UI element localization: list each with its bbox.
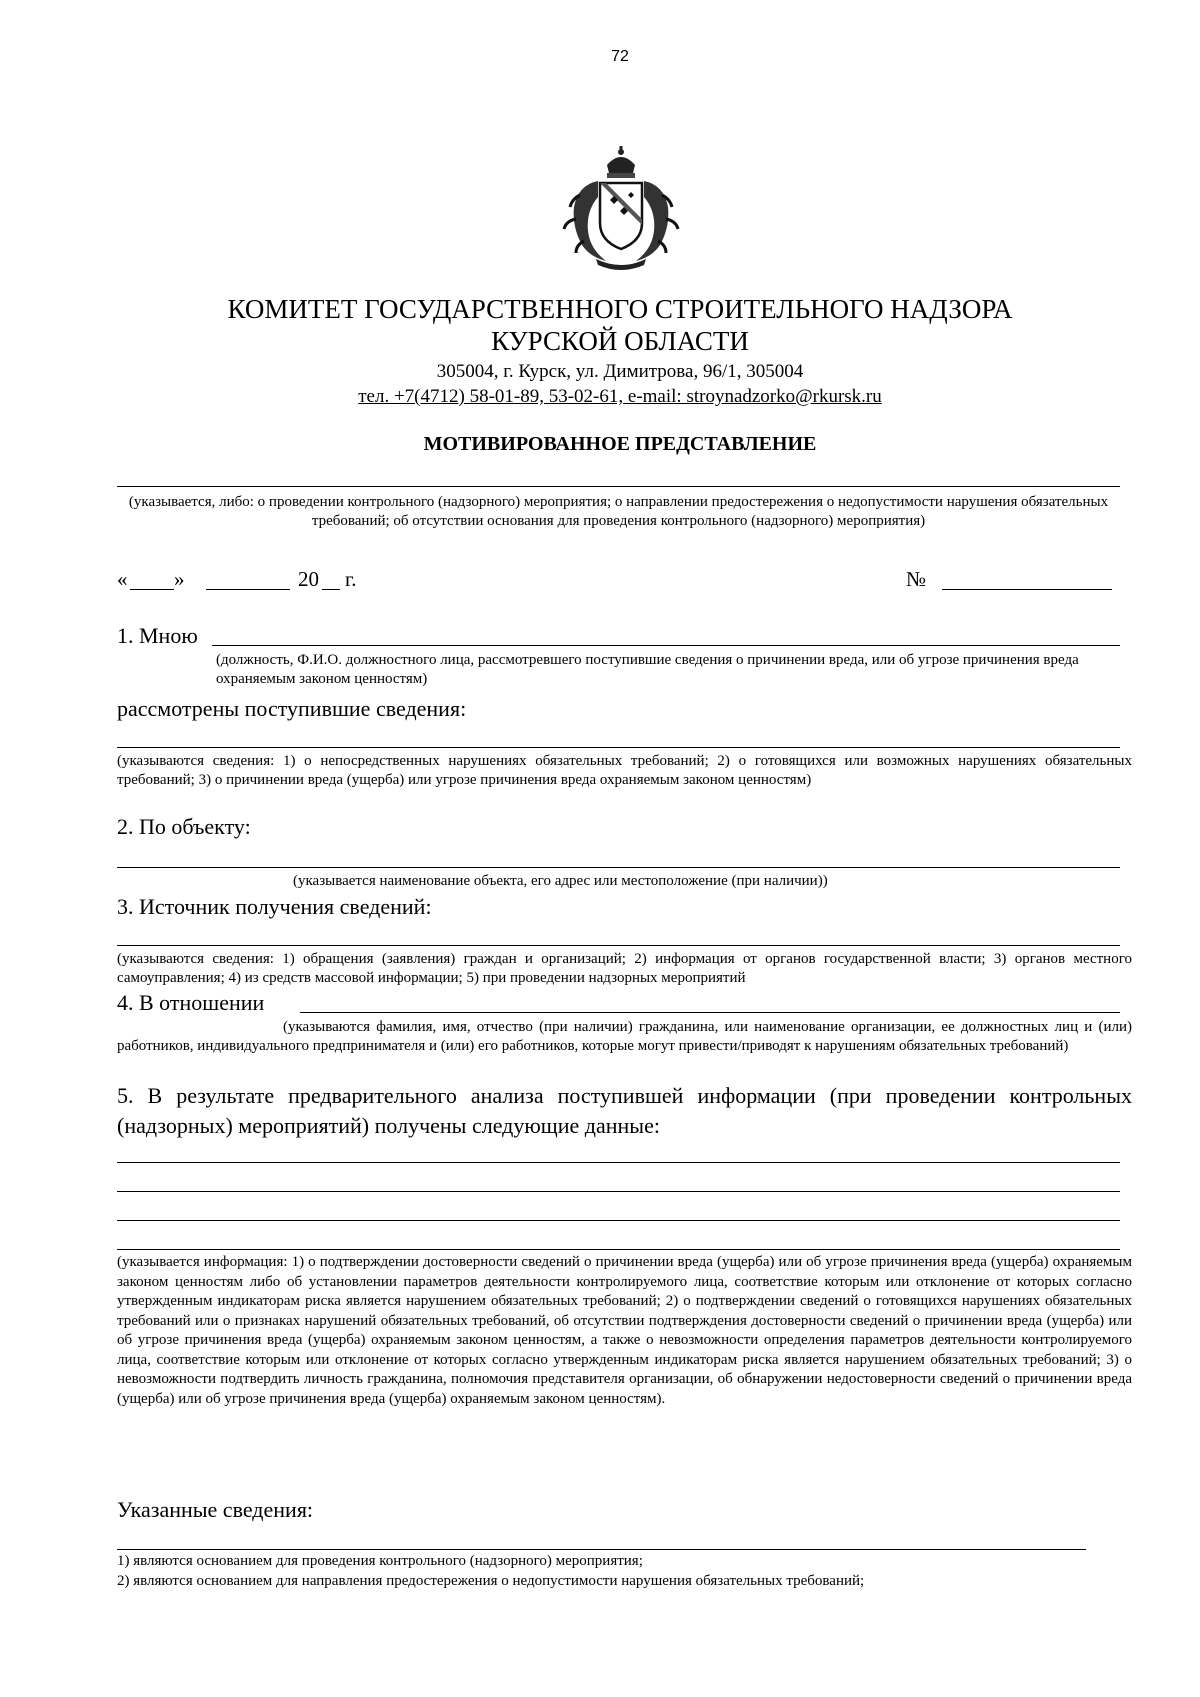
title-fill-line[interactable]: [117, 486, 1120, 487]
section4-label: 4. В отношении: [117, 990, 265, 1015]
section5-data-line-4[interactable]: [117, 1249, 1120, 1250]
section1-info-field[interactable]: [117, 747, 1120, 748]
date-month-field[interactable]: [206, 589, 290, 590]
section4-hint: (указываются фамилия, имя, отчество (при наличии) гражданина, или наименование организации, ее должностных лиц и (или) работников, индивидуального предпринимателя и (или) его работников, которые могут привести/приводят к нарушениям обязательных требований): [117, 1019, 1132, 1054]
org-contacts: тел. +7(4712) 58-01-89, 53-02-61, e-mail: stroynadzorko@rkursk.ru: [358, 386, 882, 407]
section1-hint2: (указываются сведения: 1) о непосредственных нарушениях обязательных требований; 2) о готовящихся или возможных нарушениях обязательных требований; 3) о причинении вреда (ущерба) или угрозе причинения вреда охраняемым законом ценностям): [117, 753, 1132, 788]
section2-label: 2. По объекту:: [117, 814, 251, 839]
section1-hint: (должность, Ф.И.О. должностного лица, рассмотревшего поступившие сведения о причинении вреда, или об угрозе причинения вреда охраняемым законом ценностям): [216, 652, 1079, 687]
section2-object-field[interactable]: [117, 867, 1120, 868]
section1-continuation: рассмотрены поступившие сведения:: [117, 696, 467, 721]
date-day-field[interactable]: [130, 589, 174, 590]
page-number: 72: [611, 48, 629, 65]
date-close-quote: »: [174, 567, 185, 591]
date-year-prefix: 20: [298, 567, 319, 591]
org-name-line2: КУРСКОЙ ОБЛАСТИ: [491, 326, 749, 356]
document-title: МОТИВИРОВАННОЕ ПРЕДСТАВЛЕНИЕ: [423, 433, 817, 455]
org-address: 305004, г. Курск, ул. Димитрова, 96/1, 305004: [436, 361, 804, 382]
date-open-quote: «: [117, 567, 128, 591]
section1-label: 1. Мною: [117, 623, 198, 648]
title-hint: (указывается, либо: о проведении контрольного (надзорного) мероприятия; о направлении предостережения о недопустимости нарушения обязательных требований; об отсутствии основания для проведения контрольного (надзорного) мероприятия): [128, 494, 1109, 529]
section3-label: 3. Источник получения сведений:: [117, 894, 432, 919]
org-name-line1: КОМИТЕТ ГОСУДАРСТВЕННОГО СТРОИТЕЛЬНОГО НАДЗОРА: [227, 294, 1013, 324]
section5-data-line-1[interactable]: [117, 1162, 1120, 1163]
section5-hint: (указывается информация: 1) о подтверждении достоверности сведений о причинении вреда (ущерба) или об угрозе причинения вреда (ущерба) охраняемым законом ценностям либо об установлении параметров деятельности контролируемого лица, соответствие которым или отклонение от которых согласно утвержденным индикаторам риска является нарушением обязательных требований; 2) о подтверждении сведений о готовящихся нарушениях обязательных требований или о признаках нарушений обязательных требований, об отсутствии подтверждения достоверности сведений о причинении вреда (ущерба) или об угрозе причинения вреда (ущерба) охраняемым законом ценностям, а также о невозможности определения параметров деятельности контролируемого лица, соответствие которым или отклонение от которых согласно утвержденным индикаторам риска является нарушением обязательных требований; 3) о невозможности подтвердить личность гражданина, полномочия представителя организации, об обнаружении недостоверности сведений о причинении вреда (ущерба) или об угрозе причинения вреда (ущерба) охраняемым законом ценностям).: [117, 1254, 1132, 1407]
conclusion-option-2: 2) являются основанием для направления предостережения о недопустимости нарушения обязательных требований;: [117, 1573, 865, 1589]
section3-source-field[interactable]: [117, 945, 1120, 946]
section5-label: 5. В результате предварительного анализа поступившей информации (при проведении контрольных (надзорных) мероприятий) получены следующие данные:: [117, 1083, 1132, 1138]
section5-data-line-2[interactable]: [117, 1191, 1120, 1192]
date-year-suffix: г.: [345, 567, 357, 591]
section1-official-field[interactable]: [212, 645, 1120, 646]
conclusion-label: Указанные сведения:: [117, 1497, 314, 1522]
number-sign: №: [906, 567, 927, 591]
section5-data-line-3[interactable]: [117, 1220, 1120, 1221]
conclusion-option-1: 1) являются основанием для проведения контрольного (надзорного) мероприятия;: [117, 1553, 643, 1569]
document-number-field[interactable]: [942, 589, 1112, 590]
section4-subject-field[interactable]: [300, 1012, 1120, 1013]
date-year-field[interactable]: [322, 589, 340, 590]
coat-of-arms-icon: [560, 145, 682, 273]
section3-hint: (указываются сведения: 1) обращения (заявления) граждан и организаций; 2) информация от органов государственной власти; 3) органов местного самоуправления; 4) из средств массовой информации; 5) при проведении надзорных мероприятий: [117, 951, 1132, 986]
section2-hint: (указывается наименование объекта, его адрес или местоположение (при наличии)): [293, 873, 828, 889]
conclusion-field[interactable]: [117, 1549, 1086, 1550]
